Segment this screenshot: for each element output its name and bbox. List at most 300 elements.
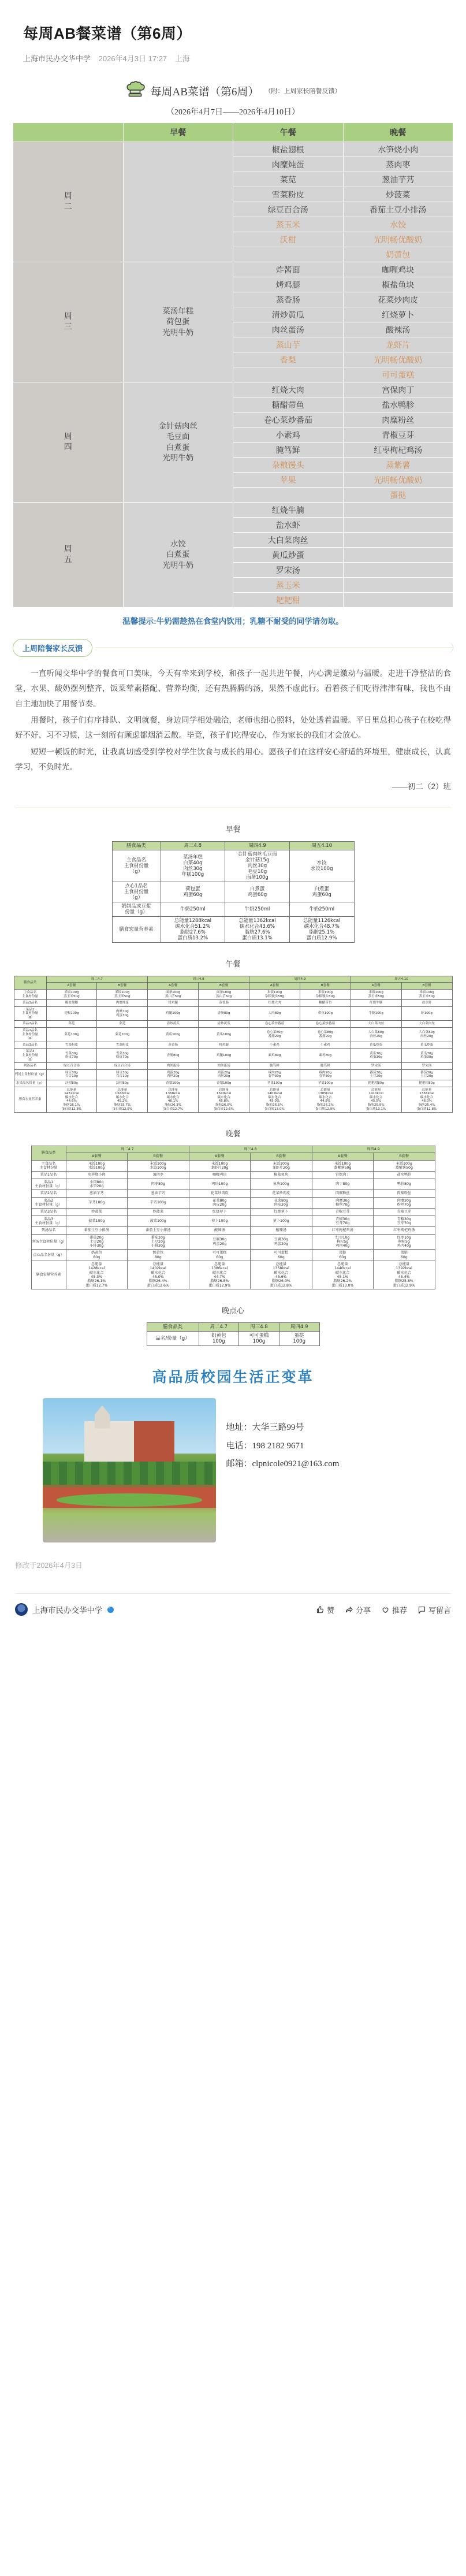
nutrition-cell: 可可蛋糕 100g — [239, 1332, 279, 1346]
nutrition-row — [31, 1250, 435, 1261]
nutrition-cell: 总能量 1358kcal 碳水化合 45.6% 脂肪26.0% 蛋白质12.8% — [251, 1261, 312, 1289]
nutrition-cell: 黄瓜炒蛋 — [351, 1042, 401, 1049]
feedback-section-header — [0, 629, 466, 657]
nutrition-cell: 沃柑80g — [97, 1080, 148, 1087]
nutrition-cell: 罗宋汤 — [351, 1063, 401, 1070]
footer-account-name: 上海市民办交华中学 — [32, 1606, 103, 1615]
nutrition-day-header: 周三4.8 — [148, 976, 249, 983]
nutrition-row-label: 膳食宏量营养素 — [14, 1087, 46, 1113]
nutrition-cell: 素鸡80g — [300, 1049, 351, 1063]
nutrition-cell: 带鱼100g — [300, 1006, 351, 1021]
menu-col-lunch: 午餐 — [233, 123, 344, 142]
lunch-nutrition-table — [14, 976, 453, 1113]
nutrition-cell: 菠菜100g — [128, 1215, 189, 1227]
menu-lunch-cell: 罗宋汤 — [233, 563, 344, 578]
menu-dinner-cell: 青椒豆芽 — [343, 428, 453, 443]
nutrition-cell: 总能量1288kcal 碳水化合51.2% 脂肪27.6% 蛋白质13.2% — [161, 916, 225, 942]
nutrition-cell: 青椒豆芽 — [374, 1209, 435, 1215]
nutrition-cell: 红烧大肉 — [249, 1000, 300, 1007]
nutrition-row-label: 点心品名份量（g） — [31, 1250, 66, 1261]
nutrition-row — [31, 1209, 435, 1215]
nutrition-cell: 肉糜30g 粉丝70g — [312, 1197, 374, 1209]
nutrition-day-header: 周二4.7 — [66, 1146, 189, 1153]
nutrition-cell: 鱼块100g — [251, 1179, 312, 1190]
menu-lunch-cell — [233, 247, 344, 262]
nutrition-cell: 米饭100g 龙虾片20g — [189, 1160, 251, 1172]
nutrition-set-header: B套餐 — [128, 1153, 189, 1160]
snack-nutrition-table — [147, 1322, 320, 1346]
nutrition-row-label: 膳食宏量营养素 — [112, 916, 161, 942]
dinner-nutrition-table — [31, 1146, 435, 1289]
nutrition-row — [31, 1227, 435, 1234]
menu-dinner-cell: 蒸肉枣 — [343, 157, 453, 172]
nutrition-row — [112, 882, 354, 902]
nutrition-cell: 番茄20g 土豆20g 小排30g — [66, 1234, 128, 1250]
menu-lunch-cell: 蒸香肠 — [233, 292, 344, 307]
nutrition-cell: 腌笃鲜 — [300, 1063, 351, 1070]
menu-lunch-cell: 红烧牛腩 — [233, 503, 344, 518]
nutrition-cell: 咸肉20g 春笋30g — [249, 1069, 300, 1080]
nutrition-cell: 总能量 1410kcal 碳水化合 45.5% 脂肪25.9% 蛋白质13.1% — [351, 1087, 401, 1113]
nutrition-cell: 总能量 1356kcal 碳水化合 46.0% 脂肪25.4% 蛋白质12.8% — [401, 1087, 452, 1113]
menu-dinner-cell: 蛋挞 — [343, 488, 453, 503]
contact-email-row — [226, 1455, 340, 1474]
nutrition-col-header: 周四4.9 — [225, 841, 290, 850]
nutrition-row — [31, 1197, 435, 1209]
nutrition-row-label: 列汤主食材份量（g） — [31, 1234, 66, 1250]
nutrition-cell: 耙耙柑80g — [401, 1080, 452, 1087]
menu-day-label: 周 五 — [13, 503, 124, 608]
nutrition-row-label: 菜品3品名 — [14, 1042, 46, 1049]
nutrition-cell: 青椒豆芽 — [312, 1209, 374, 1215]
nutrition-day-header: 周五4.10 — [351, 976, 452, 983]
menu-breakfast-cell — [123, 142, 233, 262]
nutrition-row-label: 菜品1品名 — [31, 1172, 66, 1179]
menu-lunch-cell: 雪菜粉皮 — [233, 187, 344, 202]
weekly-menu-block — [0, 64, 466, 629]
nutrition-cell: 翅根100g — [46, 1006, 97, 1021]
school-photo — [43, 1398, 216, 1542]
nutrition-cell: 炒菠菜 — [128, 1209, 189, 1215]
nutrition-cell: 雪菜30g 粉皮70g — [46, 1049, 97, 1063]
nutrition-label-col-header: 膳食品类 — [31, 1146, 66, 1161]
nutrition-set-header: A套餐 — [189, 1153, 251, 1160]
menu-daterange: （2026年4月7日——2026年4月10日） — [166, 108, 300, 117]
nutrition-row — [14, 1000, 452, 1007]
nutrition-header-row-days — [31, 1146, 435, 1153]
menu-lunch-cell: 盐水虾 — [233, 518, 344, 533]
nutrition-row — [112, 916, 354, 942]
feedback-body — [0, 657, 466, 795]
dinner-title: 晚餐 — [225, 1129, 241, 1139]
nutrition-row — [31, 1172, 435, 1179]
menu-dinner-cell: 番茄土豆小排汤 — [343, 202, 453, 217]
nutrition-cell: 肉糜粉丝 — [374, 1190, 435, 1197]
nutrition-row-label: 膳食宏量营养素 — [31, 1261, 66, 1289]
nutrition-cell: 红枣枸杞鸡汤 — [312, 1227, 374, 1234]
menu-lunch-cell: 肉糜炖蛋 — [233, 157, 344, 172]
menu-lunch-cell: 黄瓜炒蛋 — [233, 548, 344, 563]
nutrition-cell: 花菜80g 肉皮20g — [189, 1197, 251, 1209]
nutrition-cell: 小肉80g 水笋20g — [66, 1179, 128, 1190]
footer-account[interactable] — [15, 1603, 114, 1616]
feedback-paragraph: 短短一顿饭的时光，让我真切感受到学校对学生饮食与成长的用心。愿孩子们在这样安心舒适的环境里，健康成长，认真学习，不负时光。 — [15, 747, 451, 771]
nutrition-cell: 蛋挞 100g — [279, 1332, 319, 1346]
nutrition-row — [14, 1049, 452, 1063]
nutrition-row-label: 主食品名 主食材份量 — [14, 989, 46, 999]
nutrition-cell: 青椒30g 豆芽70g — [312, 1215, 374, 1227]
like-label: 赞 — [326, 1605, 334, 1615]
nutrition-cell: 总能量1126kcal 碳水化合48.7% 脂肪25.1% 蛋白质12.9% — [289, 916, 354, 942]
nutrition-cell: 雪菜粉皮 — [46, 1042, 97, 1049]
share-button[interactable] — [345, 1604, 371, 1615]
menu-dinner-cell — [343, 593, 453, 608]
menu-day-label: 周 四 — [13, 382, 124, 503]
menu-dinner-cell — [343, 533, 453, 548]
nutrition-row-label: 品名/份量（g） — [147, 1332, 199, 1346]
nutrition-cell: 烤鸡腿 — [148, 1000, 199, 1007]
nutrition-header-row-days — [14, 976, 452, 983]
nutrition-cell: 鸡蛋20g 肉丝20g — [199, 1069, 249, 1080]
address-value: 大华三路99号 — [252, 1423, 304, 1433]
menu-lunch-cell: 红烧大肉 — [233, 382, 344, 397]
nutrition-row-label: 水果品名份量（g） — [14, 1080, 46, 1087]
nutrition-cell: 咖喱鸡块 — [189, 1172, 251, 1179]
nutrition-cell: 香梨100g — [199, 1080, 249, 1087]
menu-breakfast-cell: 菜汤年糕 荷包蛋 光明牛奶 — [123, 262, 233, 382]
menu-heading — [13, 81, 453, 101]
menu-lunch-cell: 蒸玉米 — [233, 217, 344, 232]
nutrition-cell: 总能量 1428kcal 碳水化合 45.3% 脂肪26.1% 蛋白质12.7% — [66, 1261, 128, 1289]
nutrition-cell: 米饭100g 蒸玉米50g — [97, 989, 148, 999]
nutrition-cell: 牛奶250ml — [289, 902, 354, 916]
nutrition-cell: 米饭100g 杂粮馒头50g — [249, 989, 300, 999]
nutrition-cell: 米饭100g 蒸玉米50g — [401, 989, 452, 999]
menu-lunch-cell: 大白菜肉丝 — [233, 533, 344, 548]
nutrition-col-header: 周三4.8 — [239, 1322, 279, 1331]
nutrition-cell: 肉糜30g 粉丝70g — [374, 1197, 435, 1209]
account-name[interactable]: 上海市民办交华中学 — [23, 54, 91, 63]
nutrition-cell: 雪菜粉皮 — [97, 1042, 148, 1049]
menu-lunch-cell: 烤鸡腿 — [233, 277, 344, 292]
nutrition-col-header: 周二4.7 — [199, 1322, 239, 1331]
nutrition-row — [31, 1190, 435, 1197]
email-label: 邮箱： — [226, 1459, 252, 1469]
snack-nutrition-section — [0, 1289, 466, 1346]
comment-button[interactable] — [417, 1604, 451, 1615]
nutrition-cell: 总能量 1385kcal 碳水化合 44.8% 脂肪26.2% 蛋白质12.9% — [300, 1087, 351, 1113]
edited-timestamp: 修改于2026年4月3日 — [15, 1562, 83, 1570]
lunch-nutrition-section — [0, 943, 466, 1113]
nutrition-cell: 肉糜70g 鸡蛋30g — [97, 1006, 148, 1021]
nutrition-cell: 面条100g 蒸山芋50g — [199, 989, 249, 999]
menu-lunch-cell: 蒸山芋 — [233, 337, 344, 352]
menu-dinner-cell: 椒盐鱼块 — [343, 277, 453, 292]
menu-lunch-cell: 杂粮馒头 — [233, 458, 344, 473]
nutrition-row — [14, 1042, 452, 1049]
nutrition-cell: 葱油芋艿 — [66, 1190, 128, 1197]
menu-dinner-cell: 光明畅优酸奶 — [343, 352, 453, 367]
footer-actions — [316, 1604, 451, 1615]
chef-hat-icon — [125, 81, 145, 101]
nutrition-cell: 椒盐鱼块 — [251, 1172, 312, 1179]
nutrition-col-header: 周四4.9 — [279, 1322, 319, 1331]
nutrition-row-label: 主食品名 主食材份量 — [31, 1160, 66, 1172]
nutrition-set-header: B套餐 — [401, 983, 452, 990]
nutrition-cell: 花菜80g 肉皮20g — [251, 1197, 312, 1209]
menu-dinner-cell: 光明畅优酸奶 — [343, 473, 453, 488]
recommend-label: 推荐 — [392, 1605, 407, 1615]
nutrition-cell: 清炒黄瓜 — [148, 1021, 199, 1028]
nutrition-cell: 可可蛋糕 60g — [251, 1250, 312, 1261]
nutrition-row-label: 主食品名 主食材份量 （g） — [112, 850, 161, 882]
nutrition-cell: 米饭100g 水饺100g — [66, 1160, 128, 1172]
menu-dinner-cell: 盐水鸭胗 — [343, 397, 453, 412]
nutrition-cell: 萝卜100g — [189, 1215, 251, 1227]
menu-dinner-cell — [343, 503, 453, 518]
menu-lunch-cell: 苹果 — [233, 473, 344, 488]
nutrition-row — [31, 1160, 435, 1172]
nutrition-set-header: A套餐 — [249, 983, 300, 990]
menu-lunch-cell: 清炒黄瓜 — [233, 307, 344, 322]
nutrition-cell: 青椒30g 豆芽70g — [374, 1215, 435, 1227]
nutrition-cell: 总能量 1402kcal 碳水化合 45.0% 脂肪26.5% 蛋白质13.0% — [249, 1087, 300, 1113]
lunch-title: 午餐 — [225, 959, 241, 968]
nutrition-col-header: 周五4.10 — [289, 841, 354, 850]
publish-date: 2026年4月3日 17:27 — [98, 54, 167, 63]
nutrition-cell: 肉丝蛋汤 — [148, 1063, 199, 1070]
nutrition-cell: 盐水鸭胗 — [374, 1172, 435, 1179]
nutrition-cell: 金针菇肉丝毛豆面 金针菇15g 肉丝30g 毛豆10g 面条100g — [225, 850, 290, 882]
nutrition-set-header: A套餐 — [46, 983, 97, 990]
menu-dinner-cell: 葱油芋艿 — [343, 172, 453, 187]
menu-heading-text: 每周AB菜谱（第6周） — [150, 86, 259, 98]
menu-dinner-cell: 炒菠菜 — [343, 187, 453, 202]
nutrition-cell: 鸡块100g — [189, 1179, 251, 1190]
menu-dinner-cell — [343, 578, 453, 593]
phone-label: 电话： — [226, 1441, 252, 1451]
nutrition-cell: 米饭100g 蒸玉米50g — [351, 989, 401, 999]
nutrition-row — [14, 1080, 452, 1087]
recommend-button[interactable] — [381, 1604, 407, 1615]
breakfast-nutrition-table — [112, 841, 355, 943]
nutrition-cell: 蒸香肠 — [148, 1042, 199, 1049]
nutrition-cell: 咸肉20g 春笋30g — [300, 1069, 351, 1080]
nutrition-day-header: 周三4.8 — [189, 1146, 312, 1153]
nutrition-row — [14, 1063, 452, 1070]
nutrition-row — [31, 1261, 435, 1289]
comment-icon — [417, 1605, 426, 1614]
share-arrow-icon — [345, 1605, 353, 1614]
nutrition-set-header: A套餐 — [66, 1153, 128, 1160]
menu-col-breakfast: 早餐 — [123, 123, 233, 142]
poster-title: 高品质校园生活正变革 — [152, 1370, 314, 1386]
article-header — [0, 0, 466, 64]
nutrition-row-label: 菜品3品名 — [31, 1209, 66, 1215]
nutrition-cell: 大肉80g — [249, 1006, 300, 1021]
nutrition-day-header: 周四4.9 — [249, 976, 351, 983]
nutrition-cell: 红枣10g 枸杞5g 鸡肉40g — [312, 1234, 374, 1250]
menu-dinner-cell: 酸辣汤 — [343, 322, 453, 337]
nutrition-row — [14, 1006, 452, 1021]
nutrition-cell: 豆腐30g 鸡蛋20g — [189, 1234, 251, 1250]
nutrition-cell: 总能量 1386kcal 碳水化合 44.7% 脂肪26.8% 蛋白质12.9% — [189, 1261, 251, 1289]
nutrition-row-label: 奶制品或豆浆 份量（g） — [112, 902, 161, 916]
menu-dinner-cell — [343, 563, 453, 578]
menu-dinner-cell — [343, 518, 453, 533]
nutrition-cell: 葱油芋艿 — [128, 1190, 189, 1197]
nutrition-cell: 炒菠菜 — [66, 1209, 128, 1215]
nutrition-cell: 水饺 水饺100g — [289, 850, 354, 882]
nutrition-cell: 肉丝蛋汤 — [199, 1063, 249, 1070]
nutrition-cell: 清炒黄瓜 — [199, 1021, 249, 1028]
thumbs-up-icon — [316, 1605, 325, 1614]
comment-label: 写留言 — [428, 1605, 451, 1615]
nutrition-cell: 总能量1362kcal 碳水化合43.6% 脂肪27.6% 蛋白质13.1% — [225, 916, 290, 942]
breakfast-title: 早餐 — [225, 824, 241, 834]
menu-dinner-cell: 肉糜粉丝 — [343, 412, 453, 428]
article-meta — [23, 53, 443, 64]
nutrition-cell: 烤鸡腿 — [199, 1042, 249, 1049]
publish-location: 上海 — [174, 54, 190, 63]
menu-lunch-cell: 绿豆百合汤 — [233, 202, 344, 217]
nutrition-col-header: 周三4.8 — [161, 841, 225, 850]
nutrition-cell: 苹果100g — [300, 1080, 351, 1087]
nutrition-cell: 黄瓜100g — [148, 1028, 199, 1042]
menu-lunch-cell: 卷心菜炒番茄 — [233, 412, 344, 428]
nutrition-day-header: 周二4.7 — [46, 976, 148, 983]
nutrition-cell: 糖醋带鱼 — [300, 1000, 351, 1007]
nutrition-cell: 绿豆30g 百合10g — [46, 1069, 97, 1080]
nutrition-cell: 总能量 1432kcal 碳水化合 44.6% 脂肪26.1% 蛋白质12.8% — [46, 1087, 97, 1113]
menu-dinner-cell: 红烧萝卜 — [343, 307, 453, 322]
menu-lunch-cell: 香梨 — [233, 352, 344, 367]
nutrition-cell: 菜汤年糕 白菜40g 肉丝30g 年糕100g — [161, 850, 225, 882]
menu-lunch-cell: 小素鸡 — [233, 428, 344, 443]
nutrition-row — [31, 1234, 435, 1250]
nutrition-cell: 沃柑80g — [46, 1080, 97, 1087]
nutrition-cell: 豆腐30g 鸡蛋20g — [251, 1234, 312, 1250]
nutrition-cell: 肉糜炖蛋 — [97, 1000, 148, 1007]
nutrition-cell: 红烧牛腩 — [351, 1000, 401, 1007]
nutrition-cell: 白煮蛋 鸡蛋60g — [289, 882, 354, 902]
nutrition-cell: 香梨100g — [148, 1080, 199, 1087]
snack-title: 晚点心 — [221, 1306, 244, 1315]
menu-row — [13, 142, 453, 157]
nutrition-set-header: A套餐 — [312, 1153, 374, 1160]
nutrition-cell: 花菜炒肉皮 — [189, 1190, 251, 1197]
menu-dinner-cell: 水饺 — [343, 217, 453, 232]
menu-row — [13, 262, 453, 277]
menu-dinner-cell: 光明畅优酸奶 — [343, 232, 453, 247]
nutrition-cell: 菜苋 — [46, 1021, 97, 1028]
nutrition-cell: 面条100g 蒸山芋50g — [148, 989, 199, 999]
menu-row — [13, 503, 453, 518]
nutrition-cell: 卷心菜80g 番茄20g — [300, 1028, 351, 1042]
nutrition-row — [14, 1021, 452, 1028]
menu-lunch-cell: 沃柑 — [233, 232, 344, 247]
page-title: 每周AB餐菜谱（第6周） — [23, 25, 192, 42]
menu-col-blank — [13, 123, 124, 142]
feedback-pill: 上周陪餐家长反馈 — [13, 639, 92, 657]
feedback-paragraph: 一直听闻交华中学的餐食可口美味，今天有幸来到学校，和孩子一起共进午餐，内心满是激动与温暖。走进干净整洁的食堂，水果、酸奶摆列整齐，饭菜荤素搭配、营养均衡，还有热腾腾的汤，果然不虚此行。看着孩子们吃得津津有味，我也不由自主地加快了用餐节奏。 — [15, 669, 451, 708]
nutrition-cell: 总能量 1322kcal 碳水化合 45.2% 脂肪25.7% 蛋白质12.5% — [97, 1087, 148, 1113]
nutrition-set-header: A套餐 — [351, 983, 401, 990]
menu-dinner-cell: 红枣枸杞鸡汤 — [343, 443, 453, 458]
nutrition-cell: 红烧萝卜 — [251, 1209, 312, 1215]
nutrition-cell: 米饭100g 杂粮馒头50g — [300, 989, 351, 999]
nutrition-cell: 盐水虾 — [401, 1000, 452, 1007]
nutrition-label-col-header: 膳食品类 — [14, 976, 46, 989]
nutrition-cell: 小素鸡 — [300, 1042, 351, 1049]
like-button[interactable] — [316, 1604, 334, 1615]
nutrition-cell: 鸡腿100g — [199, 1049, 249, 1063]
nutrition-cell: 大白菜肉丝 — [401, 1021, 452, 1028]
nutrition-cell: 米饭100g 水饺100g — [128, 1160, 189, 1172]
nutrition-cell: 宫保肉丁 — [312, 1172, 374, 1179]
nutrition-cell: 花菜炒肉皮 — [251, 1190, 312, 1197]
nutrition-cell: 肉糜粉丝 — [312, 1190, 374, 1197]
nutrition-cell: 香肠80g — [148, 1049, 199, 1063]
nutrition-cell: 菠菜100g — [66, 1215, 128, 1227]
poster-body — [20, 1398, 447, 1542]
menu-dinner-cell — [343, 548, 453, 563]
email-value: clpnicole0921@163.com — [252, 1459, 340, 1469]
nutrition-row — [31, 1179, 435, 1190]
nutrition-row-label: 菜品2品名 — [14, 1021, 46, 1028]
nutrition-cell: 番茄土豆小排汤 — [66, 1227, 128, 1234]
nutrition-cell: 红枣10g 枸杞5g 鸡肉40g — [374, 1234, 435, 1250]
nutrition-cell: 耙耙柑80g — [351, 1080, 401, 1087]
nutrition-cell: 雪菜30g 粉皮70g — [97, 1049, 148, 1063]
nutrition-row-label: 菜品2品名 — [31, 1190, 66, 1197]
nutrition-row — [14, 989, 452, 999]
nutrition-cell: 小素鸡 — [249, 1042, 300, 1049]
nutrition-cell: 米饭100g 蒸玉米50g — [46, 989, 97, 999]
nutrition-cell: 番茄30g 土豆20g — [351, 1069, 401, 1080]
nutrition-cell: 可可蛋糕 60g — [189, 1250, 251, 1261]
nutrition-set-header: A套餐 — [148, 983, 199, 990]
nutrition-cell: 蒸香肠 — [199, 1000, 249, 1007]
nutrition-cell: 菜苋100g — [97, 1028, 148, 1042]
nutrition-row-label: 菜品2品名 主食材份量 （g） — [14, 1028, 46, 1042]
nutrition-row — [14, 1087, 452, 1113]
nutrition-row — [112, 902, 354, 916]
nutrition-cell: 酸辣汤 — [251, 1227, 312, 1234]
nutrition-cell: 奶黄包 80g — [66, 1250, 128, 1261]
feedback-paragraph: 用餐时，孩子们有序排队、文明就餐，身边同学相处融洽，老师也细心照料，处处透着温暖。平日里总担心孩子在校吃得好不好、习不习惯，这一刻所有顾虑都烟消云散。毕竟，孩子们吃得安心，作为家长的我们才会放心。 — [15, 715, 451, 740]
nutrition-header-row — [147, 1322, 319, 1331]
nutrition-cell: 奶黄包 100g — [199, 1332, 239, 1346]
nutrition-cell: 水笋烧小肉 — [66, 1172, 128, 1179]
nutrition-cell: 黄瓜炒蛋 — [401, 1042, 452, 1049]
menu-dinner-cell: 宫保肉丁 — [343, 382, 453, 397]
nutrition-cell: 米饭100g 蒸紫薯50g — [312, 1160, 374, 1172]
nutrition-cell: 绿豆百合汤 — [46, 1063, 97, 1070]
dinner-nutrition-section — [0, 1113, 466, 1289]
menu-dinner-cell: 蒸紫薯 — [343, 458, 453, 473]
nutrition-row — [112, 850, 354, 882]
menu-tip: 温馨提示:牛奶需趁热在食堂内饮用；乳糖不耐受的同学请勿取。 — [122, 617, 344, 626]
menu-lunch-cell: 椒盐翅根 — [233, 142, 344, 157]
nutrition-cell: 酸辣汤 — [189, 1227, 251, 1234]
nutrition-cell: 椒盐翅根 — [46, 1000, 97, 1007]
breakfast-nutrition-section — [0, 808, 466, 943]
nutrition-cell: 萝卜100g — [251, 1215, 312, 1227]
weekly-menu-table — [13, 122, 453, 608]
nutrition-cell: 绿豆30g 百合10g — [97, 1069, 148, 1080]
nutrition-cell: 奶黄包 80g — [128, 1250, 189, 1261]
